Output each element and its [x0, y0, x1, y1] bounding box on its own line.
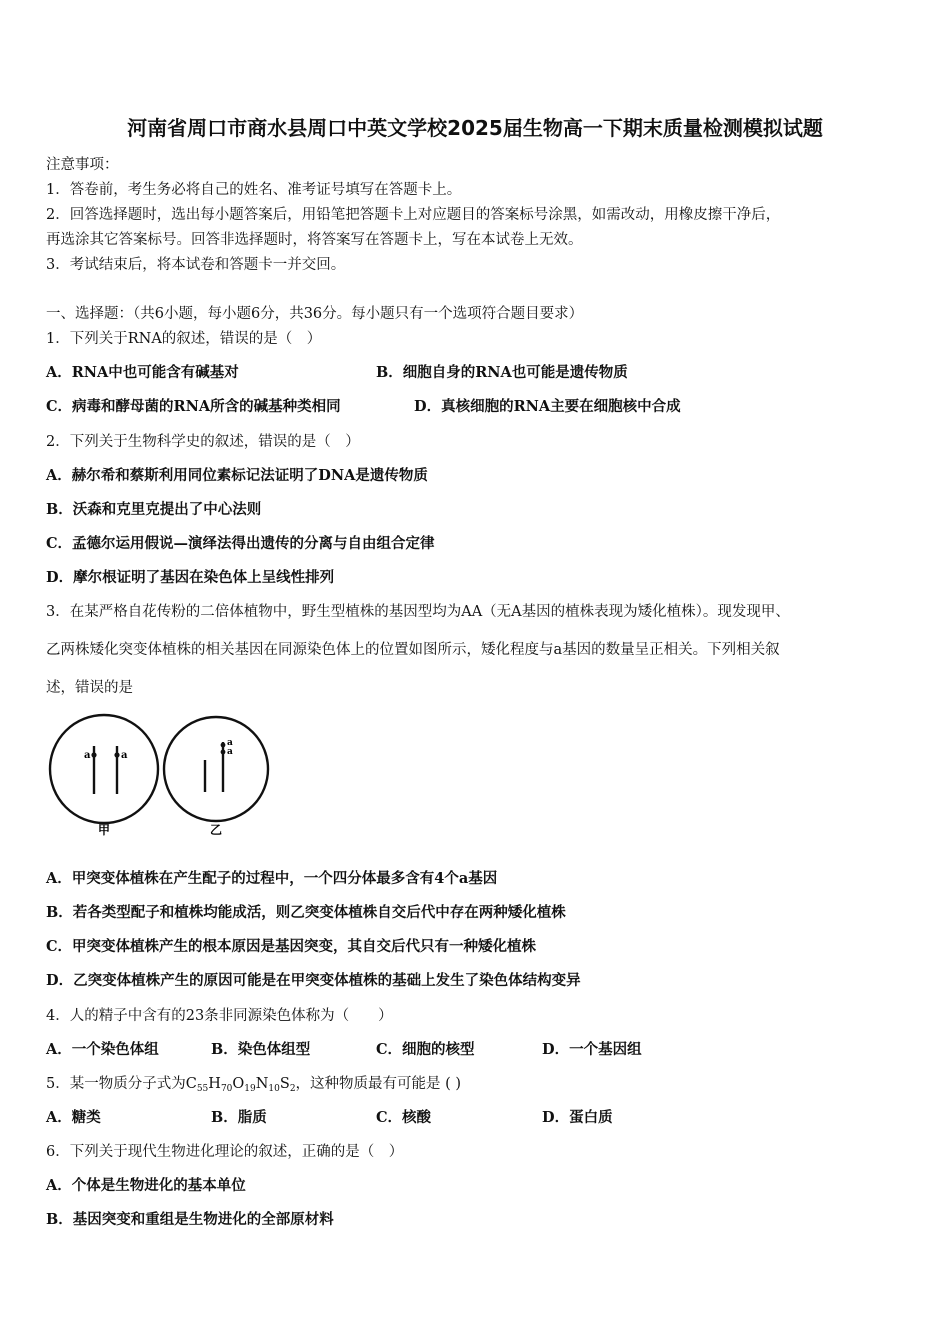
formula-c-count: 55	[196, 1084, 209, 1094]
question-3-stem-line-1: 3．在某严格自花传粉的二倍体植物中，野生型植株的基因型均为AA（无A基因的植株表现为矮化植株）。现发现甲、	[46, 604, 790, 620]
question-5-stem	[46, 1072, 461, 1094]
notice-heading: 注意事项：	[46, 157, 119, 173]
formula-o: O	[232, 1076, 245, 1092]
question-5-stem-prefix: 5．某一物质分子式为C	[46, 1076, 197, 1092]
page-title: 河南省周口市商水县周口中英文学校2025届生物高一下期末质量检测模拟试题	[127, 116, 823, 140]
question-4-option-d: D．一个基因组	[542, 1041, 642, 1058]
question-6-option-b: B．基因突变和重组是生物进化的全部原材料	[46, 1211, 334, 1228]
chromosome-figure	[44, 712, 274, 842]
question-4-stem: 4．人的精子中含有的23条非同源染色体称为（ ）	[46, 1008, 393, 1024]
gene-label-a: a	[121, 750, 128, 761]
gene-label-a: a	[227, 738, 233, 748]
notice-item-2a: 2．回答选择题时，选出每小题答案后，用铅笔把答题卡上对应题目的答案标号涂黑，如需改动，用橡皮擦干净后，	[46, 207, 781, 223]
question-3-option-b: B．若各类型配子和植株均能成活，则乙突变体植株自交后代中存在两种矮化植株	[46, 904, 566, 921]
question-3-option-a: A．甲突变体植株在产生配子的过程中，一个四分体最多含有4个a基因	[46, 870, 498, 887]
question-3-stem-line-3: 述，错误的是	[46, 680, 133, 696]
question-1-option-d: D．真核细胞的RNA主要在细胞核中合成	[414, 398, 681, 415]
formula-h-count: 70	[220, 1084, 233, 1094]
question-5-option-d: D．蛋白质	[542, 1109, 613, 1126]
question-2-option-c: C．孟德尔运用假说—演绎法得出遗传的分离与自由组合定律	[46, 535, 435, 552]
question-2-option-b: B．沃森和克里克提出了中心法则	[46, 501, 262, 518]
notice-item-2b: 再选涂其它答案标号。回答非选择题时，将答案写在答题卡上，写在本试卷上无效。	[46, 232, 583, 248]
question-6-stem: 6．下列关于现代生物进化理论的叙述，正确的是（ ）	[46, 1144, 404, 1160]
cell-yi	[164, 717, 268, 837]
question-1-option-b: B．细胞自身的RNA也可能是遗传物质	[376, 364, 628, 381]
question-5-option-a: A．糖类	[46, 1109, 101, 1126]
question-4-option-b: B．染色体组型	[211, 1041, 311, 1058]
cell-jia	[50, 715, 158, 837]
question-3-option-c: C．甲突变体植株产生的根本原因是基因突变，其自交后代只有一种矮化植株	[46, 938, 537, 955]
question-5-option-c: C．核酸	[376, 1109, 432, 1126]
section-heading: 一、选择题：（共6小题，每小题6分，共36分。每小题只有一个选项符合题目要求）	[46, 306, 584, 322]
formula-o-count: 19	[244, 1084, 256, 1094]
formula-n: N	[255, 1076, 269, 1092]
question-1-option-a: A．RNA中也可能含有碱基对	[46, 364, 239, 381]
formula-s: S	[279, 1076, 290, 1092]
question-5-option-b: B．脂质	[211, 1109, 267, 1126]
question-2-option-d: D．摩尔根证明了基因在染色体上呈线性排列	[46, 569, 335, 586]
notice-item-1: 1．答卷前，考生务必将自己的姓名、准考证号填写在答题卡上。	[46, 182, 462, 198]
formula-h: H	[208, 1076, 221, 1092]
question-3-stem-line-2: 乙两株矮化突变体植株的相关基因在同源染色体上的位置如图所示，矮化程度与a基因的数量呈正相关。下列相关叙	[46, 642, 780, 658]
figure-label-jia: 甲	[98, 823, 111, 837]
formula-s-count: 2	[289, 1084, 296, 1094]
notice-item-3: 3．考试结束后，将本试卷和答题卡一并交回。	[46, 257, 346, 273]
question-2-option-a: A．赫尔希和蔡斯利用同位素标记法证明了DNA是遗传物质	[46, 467, 428, 484]
gene-label-a: a	[84, 750, 91, 761]
formula-n-count: 10	[268, 1084, 280, 1094]
figure-label-yi: 乙	[210, 823, 223, 837]
question-4-option-c: C．细胞的核型	[376, 1041, 475, 1058]
question-4-option-a: A．一个染色体组	[46, 1041, 159, 1058]
question-1-stem: 1．下列关于RNA的叙述，错误的是（ ）	[46, 331, 322, 347]
question-2-stem: 2．下列关于生物科学史的叙述，错误的是（ ）	[46, 434, 360, 450]
question-5-stem-suffix: ，这种物质最有可能是 ( )	[295, 1076, 462, 1092]
question-3-option-d: D．乙突变体植株产生的原因可能是在甲突变体植株的基础上发生了染色体结构变异	[46, 972, 581, 989]
gene-label-a: a	[227, 747, 233, 757]
question-6-option-a: A．个体是生物进化的基本单位	[46, 1177, 246, 1194]
question-1-option-c: C．病毒和酵母菌的RNA所含的碱基种类相同	[46, 398, 341, 415]
